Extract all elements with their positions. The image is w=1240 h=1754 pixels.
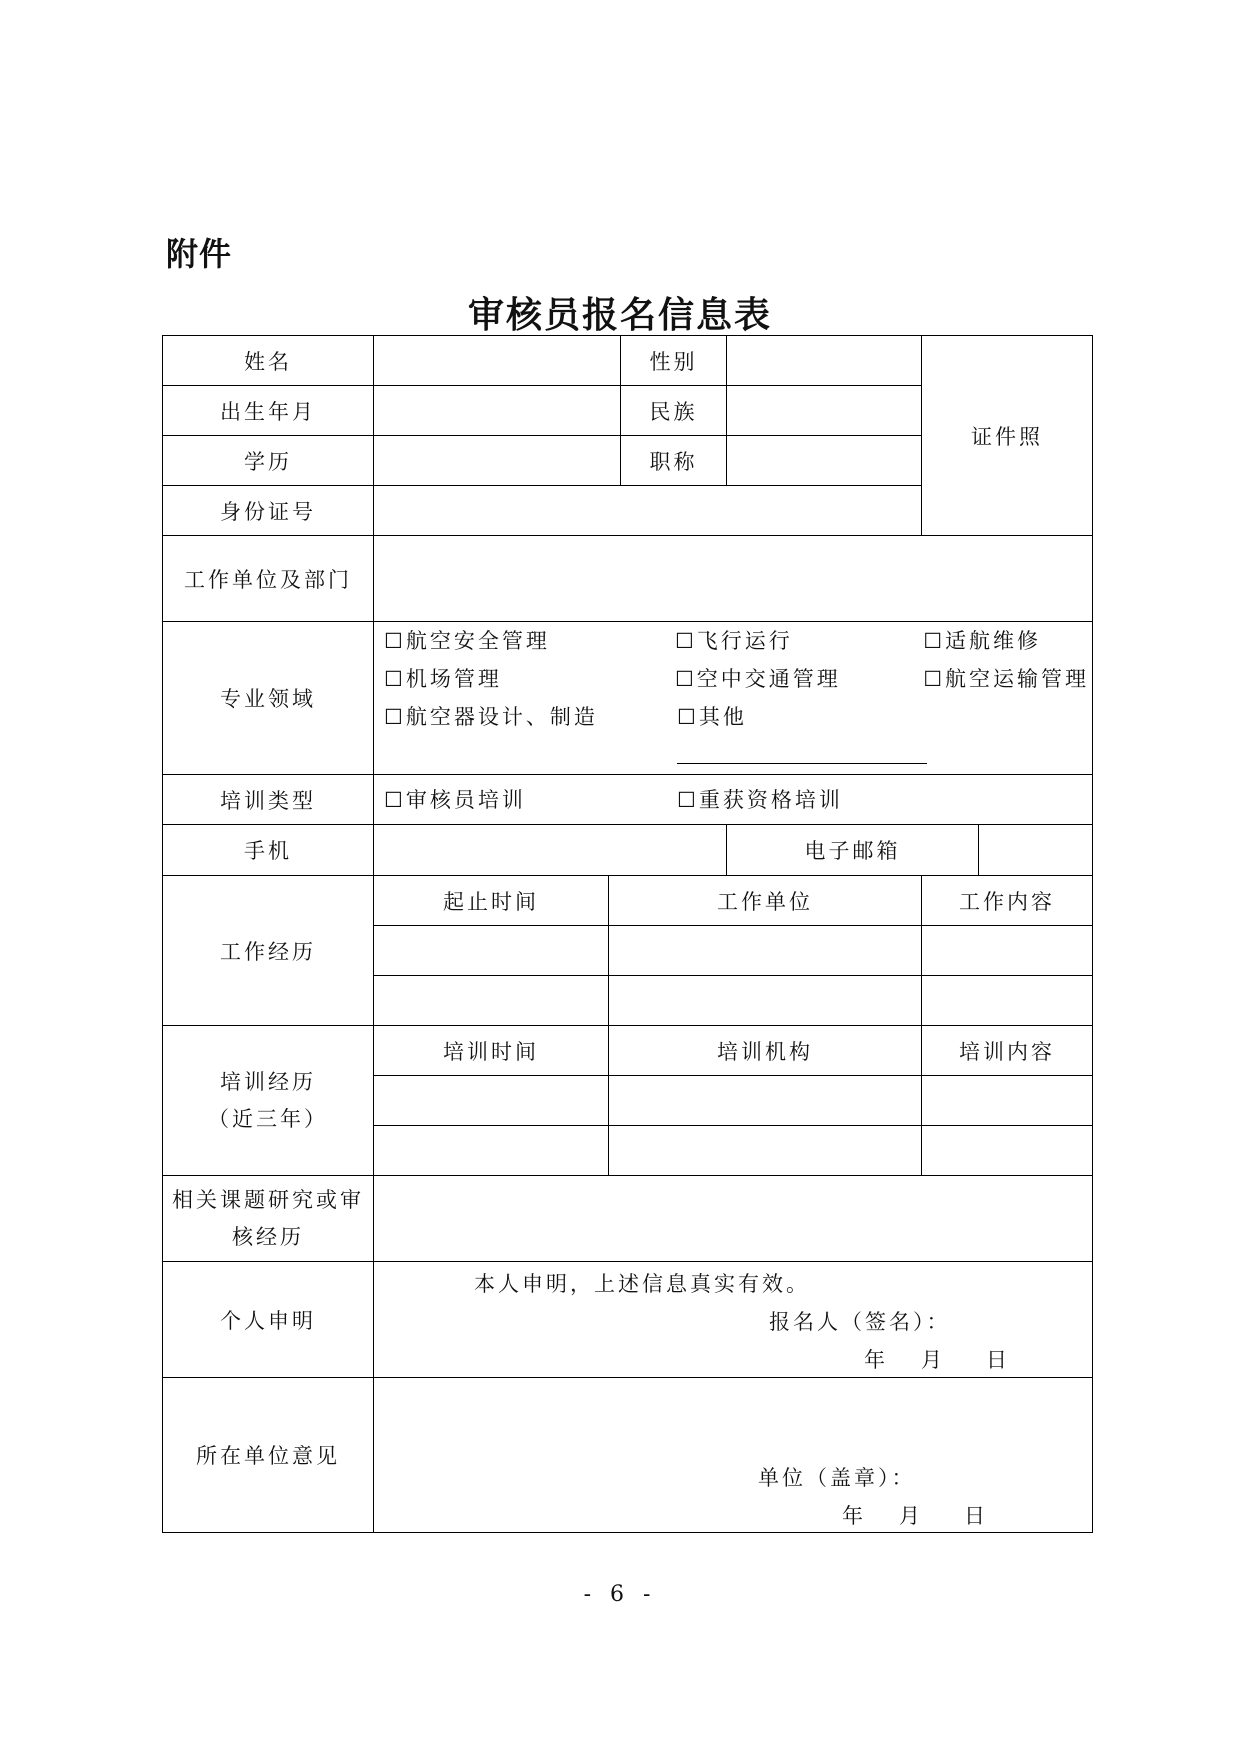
- training-type-options: [374, 775, 1093, 825]
- declaration-label: 个人申明: [163, 1262, 374, 1378]
- table-row: [163, 536, 1093, 622]
- training-history-cell[interactable]: [922, 1126, 1093, 1176]
- mobile-label: 手机: [163, 825, 374, 876]
- training-history-header: 培训内容: [922, 1026, 1093, 1076]
- training-history-cell[interactable]: [374, 1126, 609, 1176]
- training-history-label: 培训经历 （近三年）: [163, 1026, 374, 1176]
- work-history-cell[interactable]: [374, 976, 609, 1026]
- email-label: 电子邮箱: [727, 825, 979, 876]
- other-blank-line[interactable]: [677, 743, 927, 764]
- photo-box[interactable]: 证件照: [922, 336, 1093, 536]
- training-history-cell[interactable]: [609, 1076, 922, 1126]
- table-row: [163, 622, 1093, 775]
- table-row: [163, 1026, 1093, 1076]
- name-input[interactable]: [374, 336, 621, 386]
- work-history-header: 起止时间: [374, 876, 609, 926]
- birth-label: 出生年月: [163, 386, 374, 436]
- employer-label: 工作单位及部门: [163, 536, 374, 622]
- training-history-header: 培训机构: [609, 1026, 922, 1076]
- date-year: 年: [864, 1348, 888, 1372]
- specialty-option-airport[interactable]: ☐机场管理: [384, 667, 502, 691]
- employer-input[interactable]: [374, 536, 1093, 622]
- work-history-cell[interactable]: [922, 926, 1093, 976]
- date-month: 月: [899, 1504, 923, 1528]
- specialty-option-flight-ops[interactable]: ☐飞行运行: [674, 629, 793, 653]
- work-history-cell[interactable]: [609, 976, 922, 1026]
- work-history-header: 工作内容: [922, 876, 1093, 926]
- gender-label: 性别: [621, 336, 727, 386]
- work-history-cell[interactable]: [374, 926, 609, 976]
- table-row: [163, 876, 1093, 926]
- registration-form-table: [162, 335, 1093, 1533]
- job-title-input[interactable]: [727, 436, 922, 486]
- declaration-cell[interactable]: [374, 1262, 1093, 1378]
- id-number-input[interactable]: [374, 486, 922, 536]
- specialty-label: 专业领域: [163, 622, 374, 775]
- table-row: [163, 1176, 1093, 1262]
- unit-opinion-label: 所在单位意见: [163, 1378, 374, 1533]
- work-history-cell[interactable]: [609, 926, 922, 976]
- declaration-text: 本人申明，上述信息真实有效。: [474, 1272, 810, 1296]
- training-type-label: 培训类型: [163, 775, 374, 825]
- specialty-option-atc[interactable]: ☐空中交通管理: [674, 667, 841, 691]
- unit-opinion-cell[interactable]: [374, 1378, 1093, 1533]
- training-history-cell[interactable]: [922, 1076, 1093, 1126]
- training-history-cell[interactable]: [374, 1076, 609, 1126]
- training-history-header: 培训时间: [374, 1026, 609, 1076]
- specialty-option-aircraft-design[interactable]: ☐航空器设计、制造: [384, 705, 598, 729]
- specialty-option-other[interactable]: ☐其他: [677, 698, 927, 774]
- training-option-requalification[interactable]: ☐重获资格培训: [677, 787, 843, 812]
- specialty-option-air-transport[interactable]: ☐航空运输管理: [923, 667, 1090, 691]
- specialty-options: [374, 622, 1093, 775]
- training-option-auditor[interactable]: ☐审核员培训: [384, 787, 526, 812]
- attachment-label: 附件: [166, 235, 233, 273]
- gender-input[interactable]: [727, 336, 922, 386]
- education-label: 学历: [163, 436, 374, 486]
- work-history-label: 工作经历: [163, 876, 374, 1026]
- birth-input[interactable]: [374, 386, 621, 436]
- job-title-label: 职称: [621, 436, 727, 486]
- work-history-header: 工作单位: [609, 876, 922, 926]
- id-number-label: 身份证号: [163, 486, 374, 536]
- table-row: [163, 825, 1093, 876]
- research-input[interactable]: [374, 1176, 1093, 1262]
- date-day: 日: [964, 1504, 988, 1528]
- work-history-cell[interactable]: [922, 976, 1093, 1026]
- ethnicity-label: 民族: [621, 386, 727, 436]
- form-title: 审核员报名信息表: [467, 294, 772, 336]
- specialty-option-aviation-safety[interactable]: ☐航空安全管理: [384, 629, 550, 653]
- mobile-input[interactable]: [374, 825, 727, 876]
- date-year: 年: [842, 1504, 866, 1528]
- email-input[interactable]: [979, 825, 1093, 876]
- table-row: [163, 1378, 1093, 1533]
- signature-label: 报名人（签名）：: [769, 1310, 951, 1334]
- page-number: - 6 -: [583, 1582, 657, 1607]
- unit-seal-label: 单位（盖章）：: [758, 1466, 916, 1490]
- table-row: [163, 775, 1093, 825]
- name-label: 姓名: [163, 336, 374, 386]
- training-history-cell[interactable]: [609, 1126, 922, 1176]
- table-row: [163, 1262, 1093, 1378]
- education-input[interactable]: [374, 436, 621, 486]
- date-day: 日: [986, 1348, 1010, 1372]
- date-month: 月: [921, 1348, 945, 1372]
- table-row: [163, 336, 1093, 386]
- ethnicity-input[interactable]: [727, 386, 922, 436]
- research-label: 相关课题研究或审 核经历: [163, 1176, 374, 1262]
- specialty-option-airworthiness[interactable]: ☐适航维修: [923, 629, 1042, 653]
